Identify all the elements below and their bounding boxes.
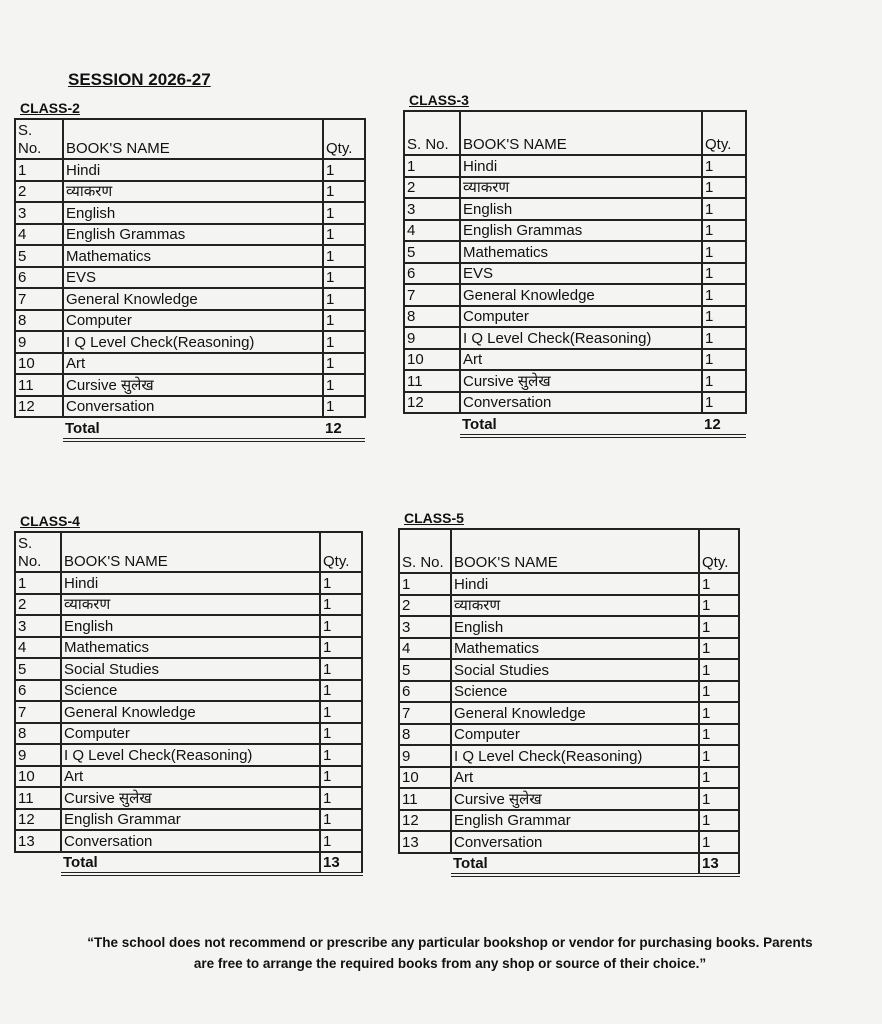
qty-cell: 1 — [702, 327, 746, 349]
book-name-cell: English Grammas — [63, 224, 323, 246]
total-spacer — [399, 853, 451, 876]
class-title: CLASS-3 — [409, 92, 469, 108]
table-row — [15, 181, 365, 203]
qty-cell: 1 — [699, 681, 739, 703]
serial-number-cell: 3 — [399, 616, 451, 638]
book-name-cell: Mathematics — [460, 241, 702, 263]
total-row — [399, 853, 739, 876]
book-name-cell: Social Studies — [451, 659, 699, 681]
table-row — [399, 810, 739, 832]
book-name-header: BOOK'S NAME — [460, 111, 702, 155]
serial-number-cell: 9 — [404, 327, 460, 349]
serial-number-cell: 6 — [404, 263, 460, 285]
qty-cell: 1 — [699, 616, 739, 638]
table-row — [404, 349, 746, 371]
qty-cell: 1 — [699, 831, 739, 853]
serial-number-cell: 8 — [15, 723, 61, 745]
table-row — [404, 241, 746, 263]
book-name-header: BOOK'S NAME — [63, 119, 323, 159]
table-row — [404, 263, 746, 285]
serial-number-cell: 8 — [404, 306, 460, 328]
serial-number-cell: 4 — [15, 224, 63, 246]
note-line-2: are free to arrange the required books from any shop or source of their choice.” — [193, 956, 707, 971]
serial-number-cell: 12 — [399, 810, 451, 832]
qty-cell: 1 — [323, 181, 365, 203]
class-4-block — [14, 513, 363, 876]
table-row — [15, 245, 365, 267]
qty-cell: 1 — [702, 177, 746, 199]
table-row — [15, 701, 362, 723]
book-name-cell: Conversation — [61, 830, 320, 852]
qty-cell: 1 — [320, 637, 362, 659]
book-name-cell: English Grammas — [460, 220, 702, 242]
table-row — [15, 288, 365, 310]
book-name-cell: Computer — [460, 306, 702, 328]
book-name-cell: Hindi — [63, 159, 323, 181]
serial-number-cell: 11 — [15, 787, 61, 809]
serial-number-cell: 3 — [15, 202, 63, 224]
qty-header: Qty. — [699, 529, 739, 573]
sno-header: S. No. — [399, 529, 451, 573]
qty-cell: 1 — [320, 744, 362, 766]
qty-cell: 1 — [323, 159, 365, 181]
qty-header: Qty. — [323, 119, 365, 159]
qty-cell: 1 — [323, 310, 365, 332]
book-name-cell: Hindi — [61, 572, 320, 594]
qty-cell: 1 — [702, 284, 746, 306]
book-name-header: BOOK'S NAME — [451, 529, 699, 573]
sno-header: S. No. — [404, 111, 460, 155]
table-row — [15, 572, 362, 594]
serial-number-cell: 8 — [399, 724, 451, 746]
book-name-cell: Science — [451, 681, 699, 703]
serial-number-cell: 3 — [404, 198, 460, 220]
qty-cell: 1 — [702, 198, 746, 220]
table-header-row — [15, 532, 362, 572]
qty-cell: 1 — [323, 202, 365, 224]
book-name-cell: English — [460, 198, 702, 220]
book-table — [14, 531, 363, 876]
qty-cell: 1 — [699, 659, 739, 681]
serial-number-cell: 5 — [404, 241, 460, 263]
book-name-cell: Hindi — [460, 155, 702, 177]
serial-number-cell: 12 — [15, 396, 63, 418]
book-name-cell: व्याकरण — [63, 181, 323, 203]
book-name-cell: General Knowledge — [460, 284, 702, 306]
book-name-cell: English Grammar — [61, 809, 320, 831]
book-name-cell: EVS — [460, 263, 702, 285]
table-row — [404, 284, 746, 306]
table-row — [15, 615, 362, 637]
total-spacer — [15, 417, 63, 440]
table-row — [399, 659, 739, 681]
qty-cell: 1 — [320, 723, 362, 745]
serial-number-cell: 1 — [399, 573, 451, 595]
total-spacer — [404, 413, 460, 436]
table-row — [404, 155, 746, 177]
qty-header: Qty. — [702, 111, 746, 155]
table-header-row — [404, 111, 746, 155]
table-row — [15, 594, 362, 616]
table-row — [15, 744, 362, 766]
book-table — [398, 528, 740, 877]
book-name-cell: Hindi — [451, 573, 699, 595]
table-row — [15, 830, 362, 852]
table-header-row — [15, 119, 365, 159]
book-name-cell: I Q Level Check(Reasoning) — [61, 744, 320, 766]
sno-header: S. No. — [15, 532, 61, 572]
serial-number-cell: 11 — [404, 370, 460, 392]
book-name-cell: Cursive सुलेख — [460, 370, 702, 392]
serial-number-cell: 11 — [399, 788, 451, 810]
qty-cell: 1 — [699, 638, 739, 660]
class-3-block — [403, 92, 747, 438]
sno-header: S. No. — [15, 119, 63, 159]
qty-cell: 1 — [699, 788, 739, 810]
qty-cell: 1 — [320, 830, 362, 852]
total-qty: 13 — [320, 852, 362, 875]
table-row — [15, 396, 365, 418]
serial-number-cell: 9 — [15, 331, 63, 353]
book-name-cell: English — [451, 616, 699, 638]
book-name-cell: Computer — [61, 723, 320, 745]
table-row — [399, 745, 739, 767]
serial-number-cell: 2 — [15, 181, 63, 203]
qty-header: Qty. — [320, 532, 362, 572]
qty-cell: 1 — [320, 615, 362, 637]
qty-cell: 1 — [702, 220, 746, 242]
book-name-cell: I Q Level Check(Reasoning) — [451, 745, 699, 767]
total-qty: 12 — [702, 413, 746, 436]
serial-number-cell: 5 — [15, 245, 63, 267]
table-row — [404, 177, 746, 199]
serial-number-cell: 10 — [404, 349, 460, 371]
book-name-cell: Art — [460, 349, 702, 371]
book-name-cell: Cursive सुलेख — [63, 374, 323, 396]
serial-number-cell: 7 — [15, 288, 63, 310]
serial-number-cell: 4 — [404, 220, 460, 242]
book-name-cell: व्याकरण — [61, 594, 320, 616]
book-name-cell: I Q Level Check(Reasoning) — [460, 327, 702, 349]
class-title: CLASS-2 — [20, 100, 80, 116]
book-name-cell: Science — [61, 680, 320, 702]
book-name-cell: Conversation — [63, 396, 323, 418]
table-row — [399, 767, 739, 789]
qty-cell: 1 — [323, 245, 365, 267]
table-row — [15, 637, 362, 659]
qty-cell: 1 — [699, 745, 739, 767]
table-row — [15, 159, 365, 181]
total-row — [15, 852, 362, 875]
serial-number-cell: 9 — [15, 744, 61, 766]
book-name-cell: Computer — [63, 310, 323, 332]
book-name-cell: Social Studies — [61, 658, 320, 680]
serial-number-cell: 10 — [15, 353, 63, 375]
qty-cell: 1 — [320, 787, 362, 809]
table-row — [404, 327, 746, 349]
qty-cell: 1 — [699, 724, 739, 746]
total-label: Total — [61, 852, 320, 875]
table-row — [15, 680, 362, 702]
serial-number-cell: 7 — [399, 702, 451, 724]
serial-number-cell: 10 — [15, 766, 61, 788]
table-row — [15, 353, 365, 375]
total-label: Total — [63, 417, 323, 440]
serial-number-cell: 8 — [15, 310, 63, 332]
table-row — [404, 392, 746, 414]
serial-number-cell: 11 — [15, 374, 63, 396]
qty-cell: 1 — [323, 331, 365, 353]
serial-number-cell: 5 — [15, 658, 61, 680]
total-label: Total — [460, 413, 702, 436]
book-name-cell: Cursive सुलेख — [451, 788, 699, 810]
table-row — [399, 702, 739, 724]
book-name-cell: Art — [63, 353, 323, 375]
book-name-cell: व्याकरण — [460, 177, 702, 199]
qty-cell: 1 — [702, 155, 746, 177]
table-row — [15, 310, 365, 332]
book-name-cell: Conversation — [451, 831, 699, 853]
serial-number-cell: 4 — [399, 638, 451, 660]
book-name-cell: Mathematics — [451, 638, 699, 660]
table-row — [399, 616, 739, 638]
qty-cell: 1 — [699, 767, 739, 789]
total-qty: 13 — [699, 853, 739, 876]
book-name-cell: I Q Level Check(Reasoning) — [63, 331, 323, 353]
qty-cell: 1 — [699, 810, 739, 832]
serial-number-cell: 3 — [15, 615, 61, 637]
book-name-cell: English — [61, 615, 320, 637]
qty-cell: 1 — [320, 572, 362, 594]
serial-number-cell: 2 — [15, 594, 61, 616]
total-qty: 12 — [323, 417, 365, 440]
session-title: SESSION 2026-27 — [68, 70, 211, 89]
table-row — [15, 374, 365, 396]
table-row — [399, 831, 739, 853]
book-name-cell: व्याकरण — [451, 595, 699, 617]
serial-number-cell: 9 — [399, 745, 451, 767]
book-name-cell: English — [63, 202, 323, 224]
serial-number-cell: 1 — [15, 159, 63, 181]
book-name-cell: English Grammar — [451, 810, 699, 832]
total-spacer — [15, 852, 61, 875]
table-row — [15, 787, 362, 809]
qty-cell: 1 — [323, 267, 365, 289]
table-row — [15, 766, 362, 788]
table-row — [404, 220, 746, 242]
table-row — [404, 306, 746, 328]
qty-cell: 1 — [323, 288, 365, 310]
table-row — [15, 723, 362, 745]
table-row — [399, 788, 739, 810]
table-row — [399, 681, 739, 703]
table-row — [399, 595, 739, 617]
class-2-block — [14, 100, 366, 442]
serial-number-cell: 10 — [399, 767, 451, 789]
serial-number-cell: 6 — [15, 267, 63, 289]
book-table — [14, 118, 366, 442]
serial-number-cell: 12 — [15, 809, 61, 831]
qty-cell: 1 — [699, 702, 739, 724]
class-title: CLASS-4 — [20, 513, 80, 529]
table-row — [399, 573, 739, 595]
qty-cell: 1 — [323, 374, 365, 396]
serial-number-cell: 2 — [399, 595, 451, 617]
qty-cell: 1 — [320, 809, 362, 831]
table-row — [399, 638, 739, 660]
qty-cell: 1 — [323, 224, 365, 246]
serial-number-cell: 6 — [15, 680, 61, 702]
serial-number-cell: 2 — [404, 177, 460, 199]
table-row — [15, 658, 362, 680]
serial-number-cell: 1 — [404, 155, 460, 177]
qty-cell: 1 — [699, 573, 739, 595]
book-name-cell: Art — [61, 766, 320, 788]
book-name-cell: EVS — [63, 267, 323, 289]
note-line-1: “The school does not recommend or prescribe any particular bookshop or vendor for purchasing books. Parents — [87, 935, 813, 950]
qty-cell: 1 — [320, 594, 362, 616]
qty-cell: 1 — [702, 392, 746, 414]
serial-number-cell: 4 — [15, 637, 61, 659]
serial-number-cell: 7 — [404, 284, 460, 306]
qty-cell: 1 — [323, 396, 365, 418]
book-name-cell: Cursive सुलेख — [61, 787, 320, 809]
qty-cell: 1 — [699, 595, 739, 617]
qty-cell: 1 — [702, 370, 746, 392]
qty-cell: 1 — [702, 306, 746, 328]
table-row — [15, 267, 365, 289]
table-header-row — [399, 529, 739, 573]
book-name-cell: General Knowledge — [451, 702, 699, 724]
table-row — [15, 224, 365, 246]
serial-number-cell: 12 — [404, 392, 460, 414]
serial-number-cell: 13 — [15, 830, 61, 852]
table-row — [15, 809, 362, 831]
book-name-cell: Conversation — [460, 392, 702, 414]
table-row — [404, 198, 746, 220]
table-row — [399, 724, 739, 746]
book-name-cell: Mathematics — [61, 637, 320, 659]
qty-cell: 1 — [320, 658, 362, 680]
serial-number-cell: 6 — [399, 681, 451, 703]
book-name-cell: Mathematics — [63, 245, 323, 267]
qty-cell: 1 — [320, 701, 362, 723]
qty-cell: 1 — [702, 263, 746, 285]
serial-number-cell: 7 — [15, 701, 61, 723]
book-table — [403, 110, 747, 438]
qty-cell: 1 — [323, 353, 365, 375]
book-name-cell: General Knowledge — [63, 288, 323, 310]
table-row — [15, 331, 365, 353]
book-name-cell: Computer — [451, 724, 699, 746]
book-name-cell: General Knowledge — [61, 701, 320, 723]
qty-cell: 1 — [702, 349, 746, 371]
qty-cell: 1 — [320, 680, 362, 702]
total-label: Total — [451, 853, 699, 876]
book-name-header: BOOK'S NAME — [61, 532, 320, 572]
qty-cell: 1 — [320, 766, 362, 788]
book-name-cell: Art — [451, 767, 699, 789]
serial-number-cell: 1 — [15, 572, 61, 594]
serial-number-cell: 5 — [399, 659, 451, 681]
qty-cell: 1 — [702, 241, 746, 263]
class-title: CLASS-5 — [404, 510, 464, 526]
disclaimer-note — [20, 932, 880, 974]
class-5-block — [398, 510, 740, 877]
table-row — [404, 370, 746, 392]
table-row — [15, 202, 365, 224]
total-row — [404, 413, 746, 436]
total-row — [15, 417, 365, 440]
serial-number-cell: 13 — [399, 831, 451, 853]
